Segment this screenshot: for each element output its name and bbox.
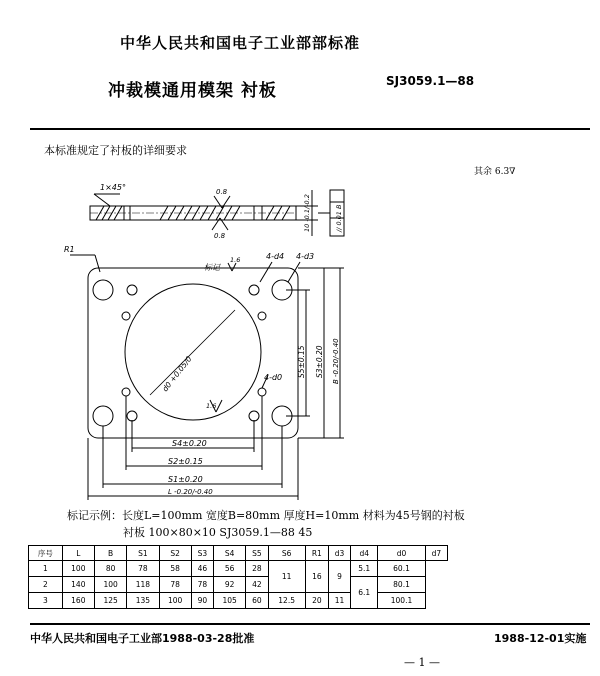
dowel-hole [258,388,266,396]
side-thickness-label: 10 -0.1/-0.2 [303,194,311,232]
table-cell: 28 [246,561,268,577]
bottom-rough-label: 1.6 [206,402,217,410]
table-cell: 11 [328,593,350,609]
side-parallel-label: // 0.01 B [335,204,343,232]
document-title: 冲裁模通用模架 衬板 [108,81,277,101]
footer-rule [30,623,590,625]
bottom-holes-label: 4-d0 [264,373,283,382]
table-cell: 80 [94,561,126,577]
corner-hole-small [249,285,259,295]
side-rough2-label: 0.8 [214,232,226,240]
table-row [29,593,448,609]
table-header-cell: d3 [328,546,350,561]
table-header-row [29,546,448,561]
approval-text: 中华人民共和国电子工业部1988-03-28批准 [30,632,255,645]
table-cell: 78 [191,577,213,593]
table-cell: 105 [214,593,246,609]
corner-hole-small [249,411,259,421]
spec-table [28,545,448,609]
table-cell: 100 [62,561,94,577]
table-cell: 160 [62,593,94,609]
corner-radius-label: R1 [64,245,75,254]
page-number: — 1 — [404,656,440,669]
table-header-cell: B [94,546,126,561]
table-cell: 100 [159,593,191,609]
corner-hole-large [93,280,113,300]
corner-hole-small [127,411,137,421]
dowel-hole [122,388,130,396]
hole-small-label: 4-d4 [266,252,285,261]
table-header-cell: S2 [159,546,191,561]
standard-code: SJ3059.1—88 [386,74,475,88]
dowel-hole [258,312,266,320]
hole-large-label: 4-d3 [296,252,315,261]
table-cell: 90 [191,593,213,609]
center-dia-label: d0 +0.05/0 [160,354,194,394]
intro-text: 本标准规定了衬板的详细要求 [44,144,187,157]
table-cell: 20 [305,593,328,609]
table-cell: 16 [305,561,328,593]
dim-s5: S5±0.15 [297,345,306,378]
table-header-cell: L [62,546,94,561]
table-cell: 42 [246,577,268,593]
table-cell: 135 [127,593,159,609]
table-cell: 78 [159,577,191,593]
table-header-cell: d0 [378,546,425,561]
table-header-cell: R1 [305,546,328,561]
dim-b: B -0.20/-0.40 [332,338,340,384]
table-cell: 125 [94,593,126,609]
dim-s1: S1±0.20 [168,475,203,484]
table-cell: 92 [214,577,246,593]
dim-s2: S2±0.15 [168,457,203,466]
table-cell: 1 [29,561,63,577]
side-rough1-label: 0.8 [216,188,228,196]
table-header-cell: S4 [214,546,246,561]
roughness-note: 其余 6.3∇ [474,167,516,177]
table-header-cell: d7 [425,546,447,561]
table-row [29,561,448,577]
corner-hole-small [127,285,137,295]
dowel-hole [122,312,130,320]
dim-s3: S3±0.20 [315,345,324,378]
table-cell: 56 [214,561,246,577]
table-header-cell: S6 [268,546,305,561]
table-header-cell: 序号 [29,546,63,561]
table-cell: 78 [127,561,159,577]
table-header-cell: S1 [127,546,159,561]
table-cell: 60 [246,593,268,609]
dim-l: L -0.20/-0.40 [168,488,213,496]
table-header-cell: S3 [191,546,213,561]
table-cell: 80.1 [378,577,425,593]
table-cell: 140 [62,577,94,593]
mark-label: 标记 [204,263,220,272]
table-cell: 100.1 [378,593,425,609]
example-line-2: 衬板 100×80×10 SJ3059.1—88 45 [123,526,313,539]
dim-s4: S4±0.20 [172,439,207,448]
table-cell: 3 [29,593,63,609]
plate-outline [88,268,298,438]
table-header-cell: d4 [351,546,378,561]
example-line-1: 标记示例：长度L=100mm 宽度B=80mm 厚度H=10mm 材料为45号钢的衬板 [67,509,465,522]
corner-hole-large [93,406,113,426]
table-header-cell: S5 [246,546,268,561]
table-cell: 2 [29,577,63,593]
table-cell: 100 [94,577,126,593]
table-cell: 58 [159,561,191,577]
table-row [29,577,448,593]
table-cell: 11 [268,561,305,593]
table-cell: 12.5 [268,593,305,609]
table-cell: 118 [127,577,159,593]
table-cell: 6.1 [351,577,378,609]
mark-rough-label: 1.6 [230,256,241,264]
table-cell: 9 [328,561,350,593]
effective-date: 1988-12-01实施 [494,632,587,645]
side-chamfer-label: 1×45° [100,183,126,192]
table-cell: 46 [191,561,213,577]
table-cell: 5.1 [351,561,378,577]
org-standard-header: 中华人民共和国电子工业部部标准 [120,34,361,52]
table-cell: 60.1 [378,561,425,577]
